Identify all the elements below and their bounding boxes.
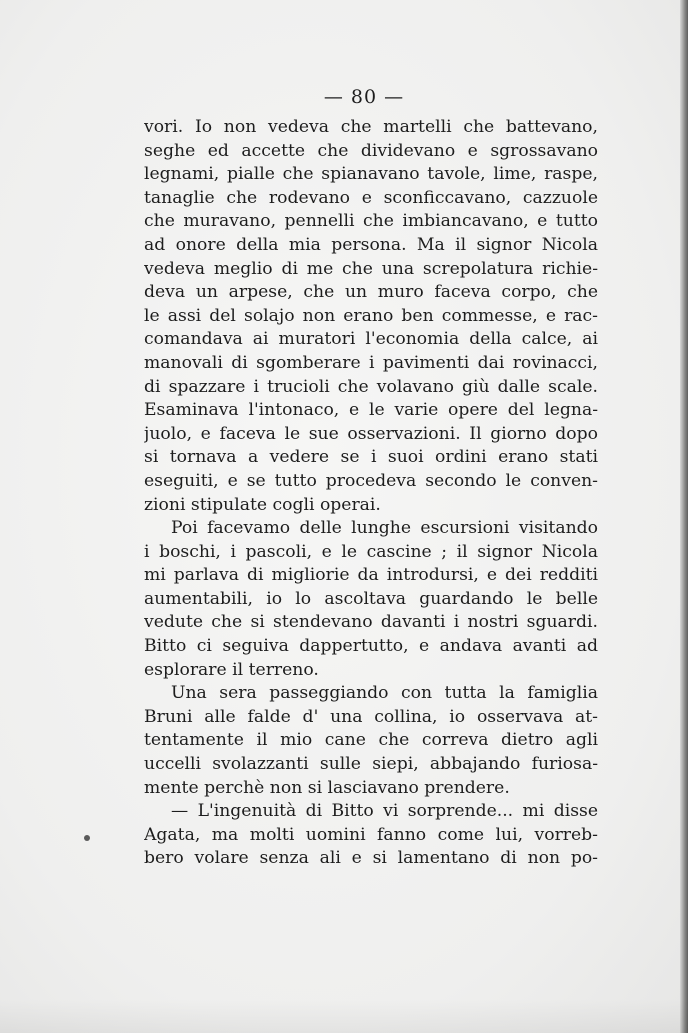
ink-speck [84,835,90,841]
text-line: tanaglie che rodevano e sconficcavano, cazzuole [144,187,598,208]
text-line: comandava ai muratori l'economia della calce, ai [144,329,598,350]
text-line: juolo, e faceva le sue osservazioni. Il giorno dopo [144,423,598,444]
text-line: vedute che si stendevano davanti i nostri sguardi. [144,612,598,633]
text-line: Agata, ma molti uomini fanno come lui, vorreb- [144,824,598,845]
body-text [144,116,598,871]
text-line: bero volare senza ali e si lamentano di non po- [144,848,598,869]
text-line: deva un arpese, che un muro faceva corpo, che [144,282,598,303]
text-line: esplorare il terreno. [144,659,319,680]
text-line: Bitto ci seguiva dappertutto, e andava avanti ad [144,636,598,657]
page-number: — 80 — [323,86,405,108]
text-line: zioni stipulate cogli operai. [144,494,381,515]
text-line: ad onore della mia persona. Ma il signor Nicola [144,234,598,255]
text-line: tentamente il mio cane che correva dietro agli [144,730,598,751]
text-line: vori. Io non vedeva che martelli che battevano, [144,117,598,137]
text-line: mente perchè non si lasciavano prendere. [144,777,510,798]
page-binding-edge [680,0,688,1033]
text-line: Esaminava l'intonaco, e le varie opere del legna- [144,400,598,421]
text-line: i boschi, i pascoli, e le cascine ; il signor Nicola [144,541,598,562]
page-shadow [0,999,688,1033]
text-line: seghe ed accette che dividevano e sgrossavano [144,140,598,161]
text-line: vedeva meglio di me che una screpolatura richie- [144,258,598,279]
text-line: Bruni alle falde d' una collina, io osservava at- [144,706,598,727]
text-line: legnami, pialle che spianavano tavole, lime, raspe, [144,164,598,185]
text-line: che muravano, pennelli che imbiancavano, e tutto [144,211,598,232]
text-line: si tornava a vedere se i suoi ordini erano stati [144,447,598,468]
paragraph-first-line: — L'ingenuità di Bitto vi sorprende... mi disse [171,801,598,822]
paragraph-first-line: Poi facevamo delle lunghe escursioni visitando [171,518,598,539]
text-line: mi parlava di migliorie da introdursi, e dei redditi [144,565,598,586]
text-line: manovali di sgomberare i pavimenti dai rovinacci, [144,352,598,373]
text-line: le assi del solajo non erano ben commesse, e rac- [144,305,598,326]
text-line: uccelli svolazzanti sulle siepi, abbajando furiosa- [144,754,598,775]
text-line: di spazzare i trucioli che volavano giù dalle scale. [144,376,598,397]
text-line: aumentabili, io lo ascoltava guardando le belle [144,588,598,609]
text-line: eseguiti, e se tutto procedeva secondo le conven- [144,470,598,491]
paragraph-first-line: Una sera passeggiando con tutta la famiglia [171,683,598,704]
